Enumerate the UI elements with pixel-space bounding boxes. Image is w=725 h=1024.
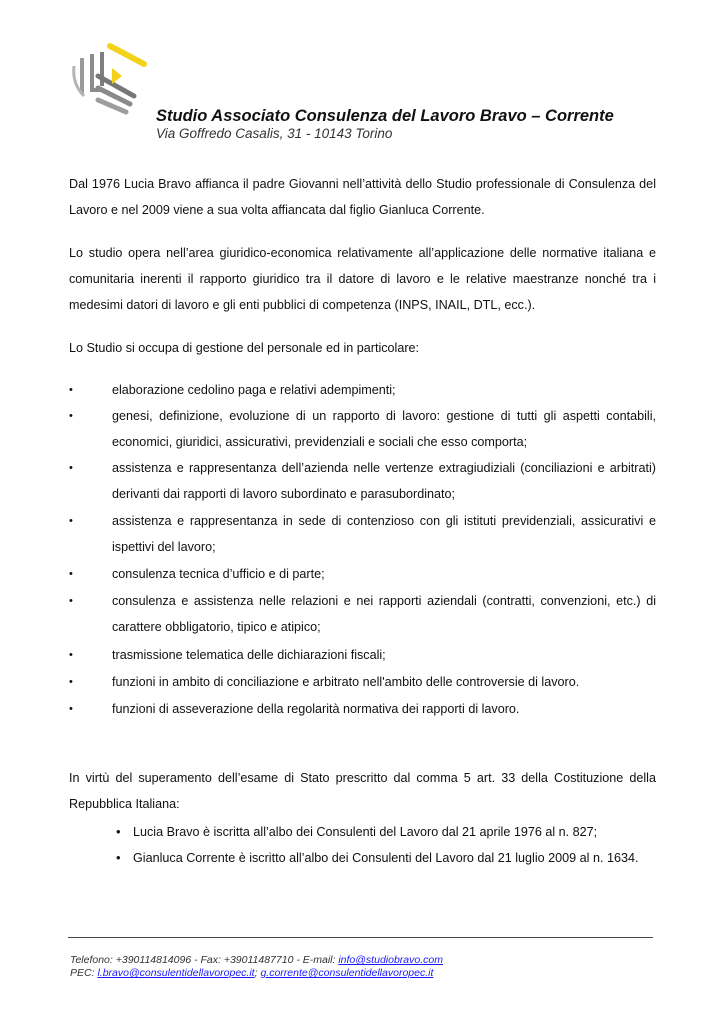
footer-pec-line — [70, 967, 433, 979]
bullet-icon: • — [69, 462, 73, 474]
paragraph-history: Dal 1976 Lucia Bravo affianca il padre Giovanni nell’attività dello Studio professionale di Consulenza del Lavoro e nel 2009 viene a sua volta affiancata dal figlio Gianluca Corrente. — [69, 177, 656, 217]
list-item-text: funzioni di asseverazione della regolarità normativa dei rapporti di lavoro. — [112, 702, 520, 716]
bullet-icon: • — [69, 515, 73, 527]
footer-phone-fax: Telefono: +390114814096 - Fax: +39011487710 - E-mail: — [70, 954, 339, 966]
bullet-icon: • — [69, 676, 73, 688]
list-item-text: trasmissione telematica delle dichiarazioni fiscali; — [112, 648, 386, 662]
paragraph-services-intro: Lo Studio si occupa di gestione del personale ed in particolare: — [69, 341, 420, 355]
bullet-icon: • — [116, 850, 121, 865]
list-item-text: elaborazione cedolino paga e relativi adempimenti; — [112, 383, 396, 397]
org-address: Via Goffredo Casalis, 31 - 10143 Torino — [156, 126, 393, 141]
footer-pec-label: PEC: — [70, 967, 98, 979]
footer-divider — [68, 937, 653, 938]
list-item-text: consulenza tecnica d’ufficio e di parte; — [112, 567, 325, 581]
bullet-icon: • — [69, 595, 73, 607]
bullet-icon: • — [69, 410, 73, 422]
org-name: Studio Associato Consulenza del Lavoro Bravo – Corrente — [156, 107, 614, 125]
pec-link-bravo[interactable]: l.bravo@consulentidellavoropec.it — [97, 967, 255, 979]
list-item-text: Lucia Bravo è iscritta all’albo dei Consulenti del Lavoro dal 21 aprile 1976 al n. 827; — [133, 825, 598, 839]
studio-logo-icon — [68, 40, 150, 124]
pec-link-corrente[interactable]: g.corrente@consulentidellavoropec.it — [260, 967, 434, 979]
list-item-text: assistenza e rappresentanza in sede di contenzioso con gli istituti previdenziali, assicurativi e ispettivi del lavoro; — [112, 514, 656, 554]
bullet-icon: • — [69, 703, 73, 715]
paragraph-registration-intro: In virtù del superamento dell’esame di Stato prescritto dal comma 5 art. 33 della Costituzione della Repubblica Italiana: — [69, 771, 656, 811]
bullet-icon: • — [69, 649, 73, 661]
paragraph-activity: Lo studio opera nell’area giuridico-economica relativamente all’applicazione delle normative italiana e comunitaria inerenti il rapporto giuridico tra il datore di lavoro e le relative maestranze nonché tra i medesimi datori di lavoro e gli enti pubblici di competenza (INPS, INAIL, DTL, ecc.). — [69, 246, 656, 312]
bullet-icon: • — [116, 824, 121, 839]
bullet-icon: • — [69, 568, 73, 580]
footer-contact-line — [70, 954, 443, 966]
footer-pec-separator: ; — [254, 967, 261, 979]
list-item-text: consulenza e assistenza nelle relazioni e nei rapporti aziendali (contratti, convenzioni, etc.) di carattere obbligatorio, tipico e atipico; — [112, 594, 656, 634]
list-item-text: assistenza e rappresentanza dell’azienda nelle vertenze extragiudiziali (conciliazioni e arbitrati) derivanti dai rapporti di lavoro subordinato e parasubordinato; — [112, 461, 656, 501]
list-item-text: genesi, definizione, evoluzione di un rapporto di lavoro: gestione di tutti gli aspetti contabili, economici, giuridici, assicurativi, previdenziali e sociali che esso comporta; — [112, 409, 656, 449]
list-item-text: Gianluca Corrente è iscritto all’albo dei Consulenti del Lavoro dal 21 luglio 2009 al n. 1634. — [133, 851, 639, 865]
email-link[interactable]: info@studiobravo.com — [338, 954, 443, 966]
bullet-icon: • — [69, 384, 73, 396]
list-item-text: funzioni in ambito di conciliazione e arbitrato nell'ambito delle controversie di lavoro. — [112, 675, 580, 689]
